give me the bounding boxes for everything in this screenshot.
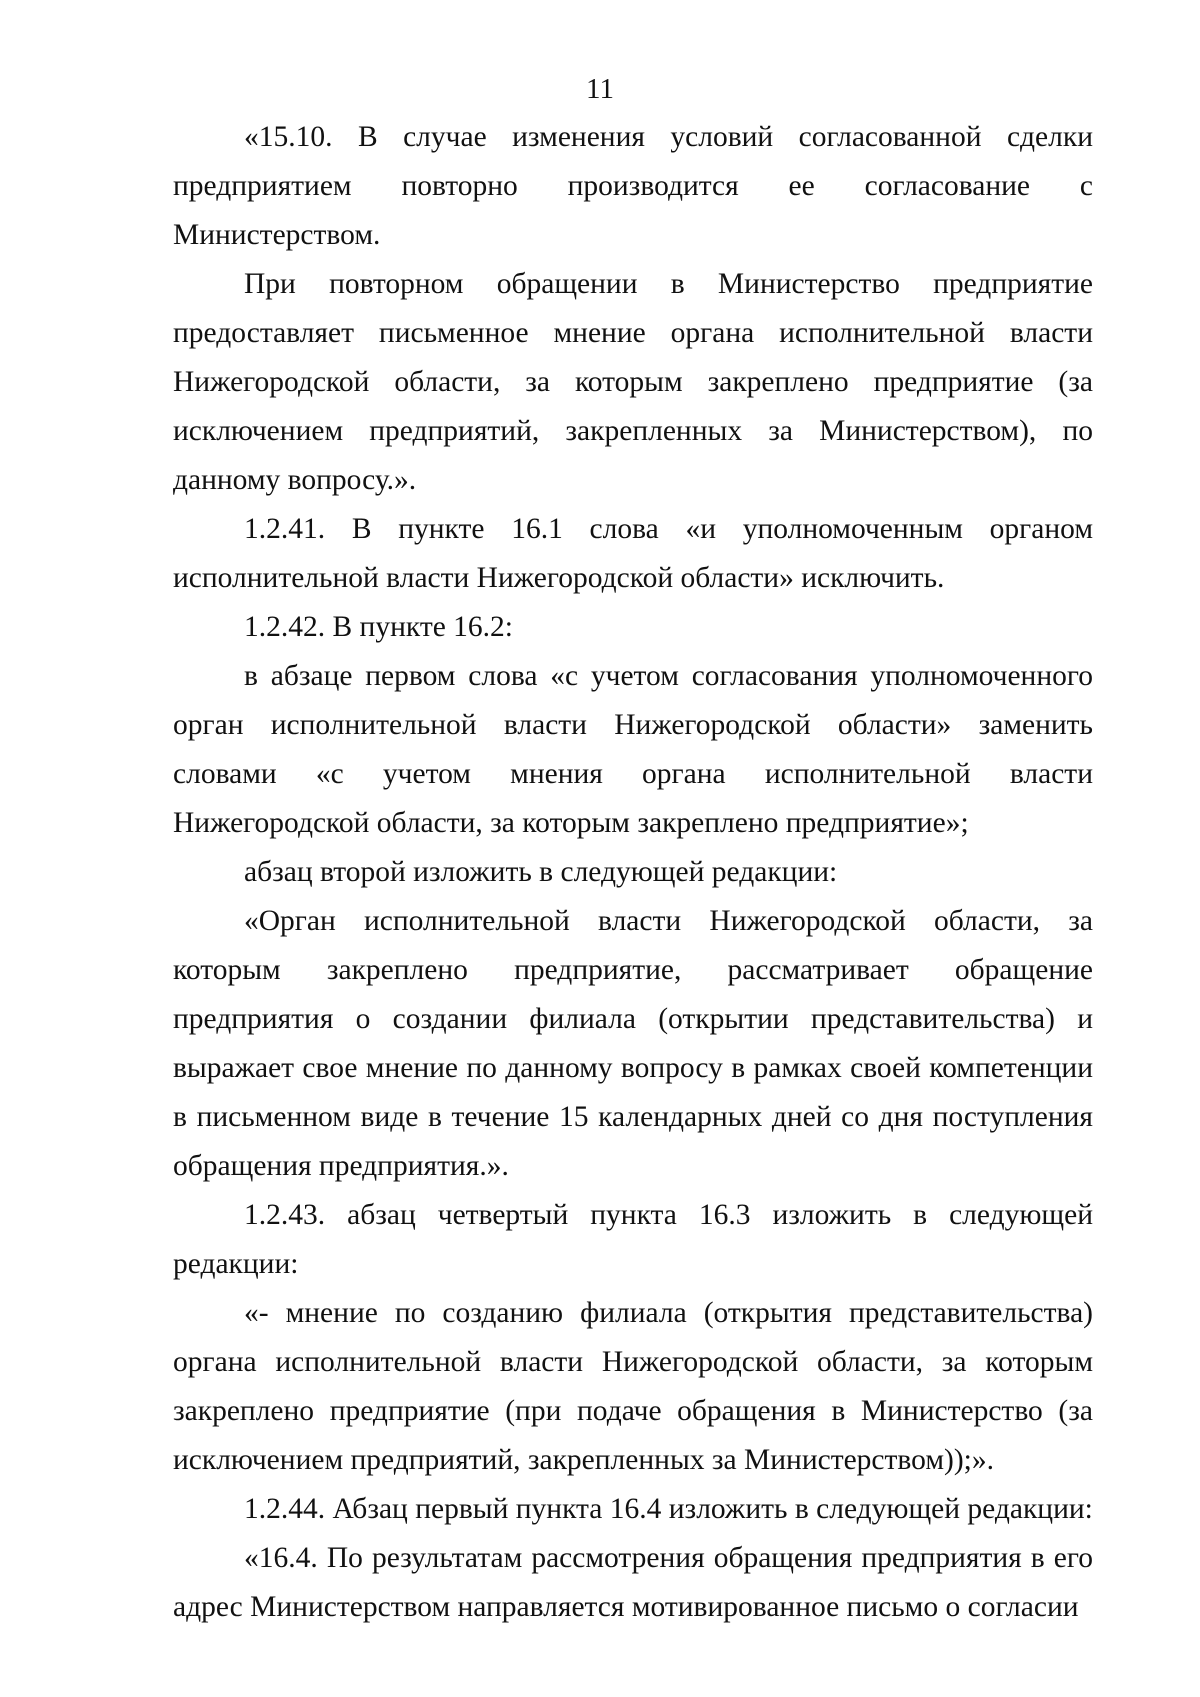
paragraph-organ-opinion: «Орган исполнительной власти Нижегородской области, за которым закреплено предприятие, рассматривает обращение предприятия о создании филиала (открытии представительства) и выражает свое мнение по данному вопросу в рамках своей компетенции в письменном виде в течение 15 календарных дней со дня поступления обращения предприятия.».	[173, 905, 1093, 1182]
paragraph-1-2-41: 1.2.41. В пункте 16.1 слова «и уполномоченным органом исполнительной власти Нижегородской области» исключить.	[173, 513, 1093, 594]
paragraph-repeat-appeal: При повторном обращении в Министерство предприятие предоставляет письменное мнение органа исполнительной власти Нижегородской области, за которым закреплено предприятие (за исключением предприятий, закрепленных за Министерством), по данному вопросу.».	[173, 268, 1093, 496]
paragraph-15-10: «15.10. В случае изменения условий согласованной сделки предприятием повторно производится ее согласование с Министерством.	[173, 121, 1093, 251]
paragraph-1-2-43: 1.2.43. абзац четвертый пункта 16.3 изложить в следующей редакции:	[173, 1199, 1093, 1280]
paragraph-first-abzac: в абзаце первом слова «с учетом согласования уполномоченного орган исполнительной власти Нижегородской области» заменить словами «с учетом мнения органа исполнительной власти Нижегородской области, за которым закреплено предприятие»;	[173, 660, 1093, 839]
paragraph-second-abzac: абзац второй изложить в следующей редакции:	[244, 856, 838, 888]
paragraph-1-2-44: 1.2.44. Абзац первый пункта 16.4 изложить в следующей редакции:	[244, 1493, 1093, 1525]
paragraph-branch-opinion: «- мнение по созданию филиала (открытия представительства) органа исполнительной власти Нижегородской области, за которым закреплено предприятие (при подаче обращения в Министерство (за исключением предприятий, закрепленных за Министерством));».	[173, 1297, 1093, 1476]
paragraph-16-4: «16.4. По результатам рассмотрения обращения предприятия в его адрес Министерством направляется мотивированное письмо о согласии	[173, 1542, 1093, 1623]
document-body	[173, 113, 1093, 1632]
page-number: 11	[586, 73, 614, 105]
paragraph-1-2-42: 1.2.42. В пункте 16.2:	[244, 611, 514, 643]
